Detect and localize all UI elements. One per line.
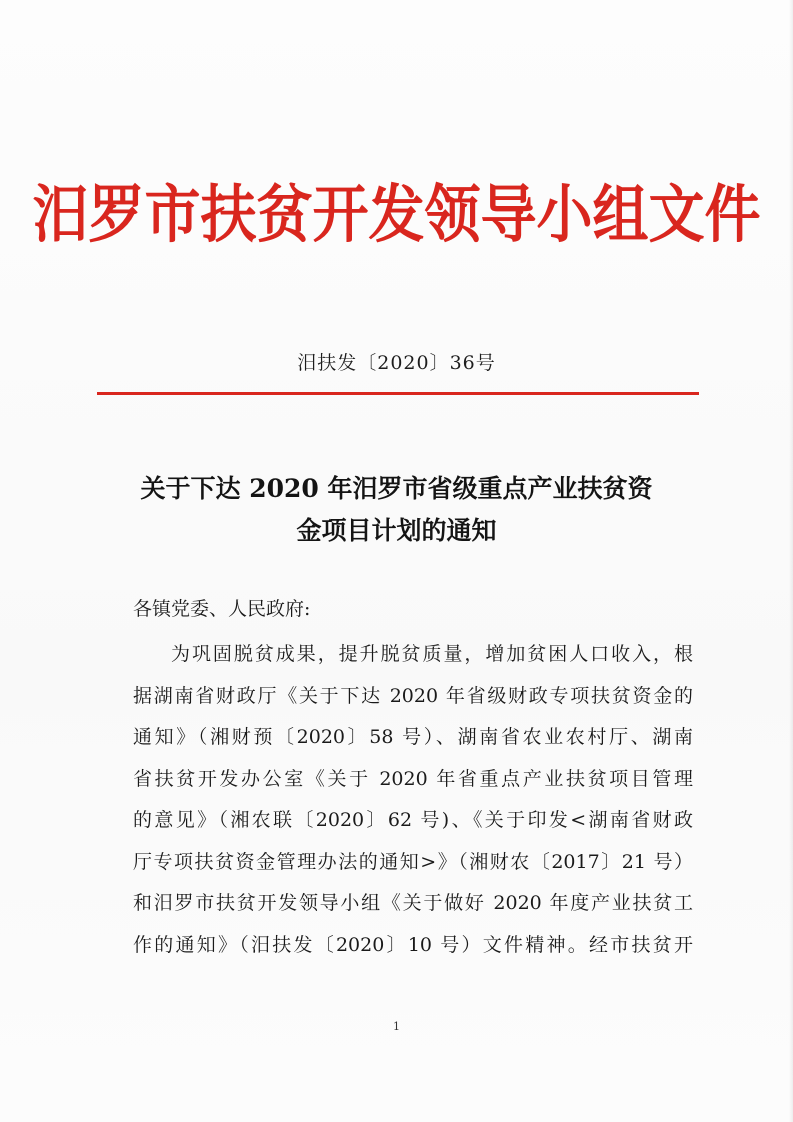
red-divider-line: [97, 392, 699, 395]
body-line: 为巩固脱贫成果，提升脱贫质量，增加贫困人口收入，根: [171, 643, 693, 665]
document-number: 汨扶发〔2020〕36号: [297, 352, 496, 374]
notice-title-line-2: 金项目计划的通知: [296, 516, 497, 545]
scan-edge-shadow: [789, 0, 793, 1122]
notice-title-line-1: 关于下达 2020 年汨罗市省级重点产业扶贫资: [140, 474, 653, 503]
red-header-title: 汨罗市扶贫开发领导小组文件: [32, 177, 761, 252]
notice-title: [100, 468, 693, 552]
body-line: 的意见》（湘农联〔2020〕62 号)、《关于印发<湖南省财政: [133, 809, 693, 831]
body-line: 作的通知》（汨扶发〔2020〕10 号）文件精神。经市扶贫开: [133, 933, 693, 956]
body-line: 厅专项扶贫资金管理办法的通知>》（湘财农〔2017〕21 号）: [133, 850, 693, 873]
body-line: 省扶贫开发办公室《关于 2020 年省重点产业扶贫项目管理: [133, 767, 693, 790]
body-line: 和汨罗市扶贫开发领导小组《关于做好 2020 年度产业扶贫工: [133, 892, 693, 914]
salutation: 各镇党委、人民政府:: [133, 598, 311, 620]
page-number: 1: [393, 1020, 400, 1033]
body-paragraph: [133, 634, 693, 966]
body-line: 据湖南省财政厅《关于下达 2020 年省级财政专项扶贫资金的: [133, 684, 693, 707]
body-line: 通知》（湘财预〔2020〕58 号）、湖南省农业农村厅、湖南: [133, 726, 693, 748]
